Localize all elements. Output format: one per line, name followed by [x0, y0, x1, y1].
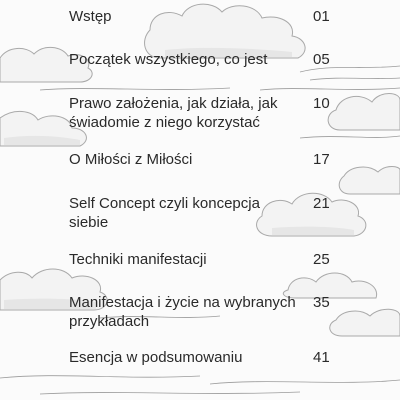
toc-entry-title: Self Concept czyli koncepcja siebie	[69, 195, 260, 231]
toc-entry-title: Manifestacja i życie na wybranych przykładach	[69, 294, 296, 330]
toc-entry-title: Początek wszystkiego, co jest	[69, 51, 268, 68]
toc-entry-page: 10	[313, 95, 330, 112]
toc-entry-title: Techniki manifestacji	[69, 251, 207, 268]
toc-entry-title: Wstęp	[69, 8, 112, 25]
toc-entry-page: 25	[313, 251, 330, 268]
toc-entry-title: Esencja w podsumowaniu	[69, 349, 243, 366]
toc-entry-page: 41	[313, 349, 330, 366]
toc-entry-page: 21	[313, 195, 330, 212]
toc-entry-page: 17	[313, 151, 330, 168]
toc-entry-page: 01	[313, 8, 330, 25]
toc-entry-title: Prawo założenia, jak działa, jak świadomie z niego korzystać	[69, 95, 278, 131]
toc-entry-page: 35	[313, 294, 330, 311]
toc-entry-page: 05	[313, 51, 330, 68]
toc-entry-title: O Miłości z Miłości	[69, 151, 193, 168]
